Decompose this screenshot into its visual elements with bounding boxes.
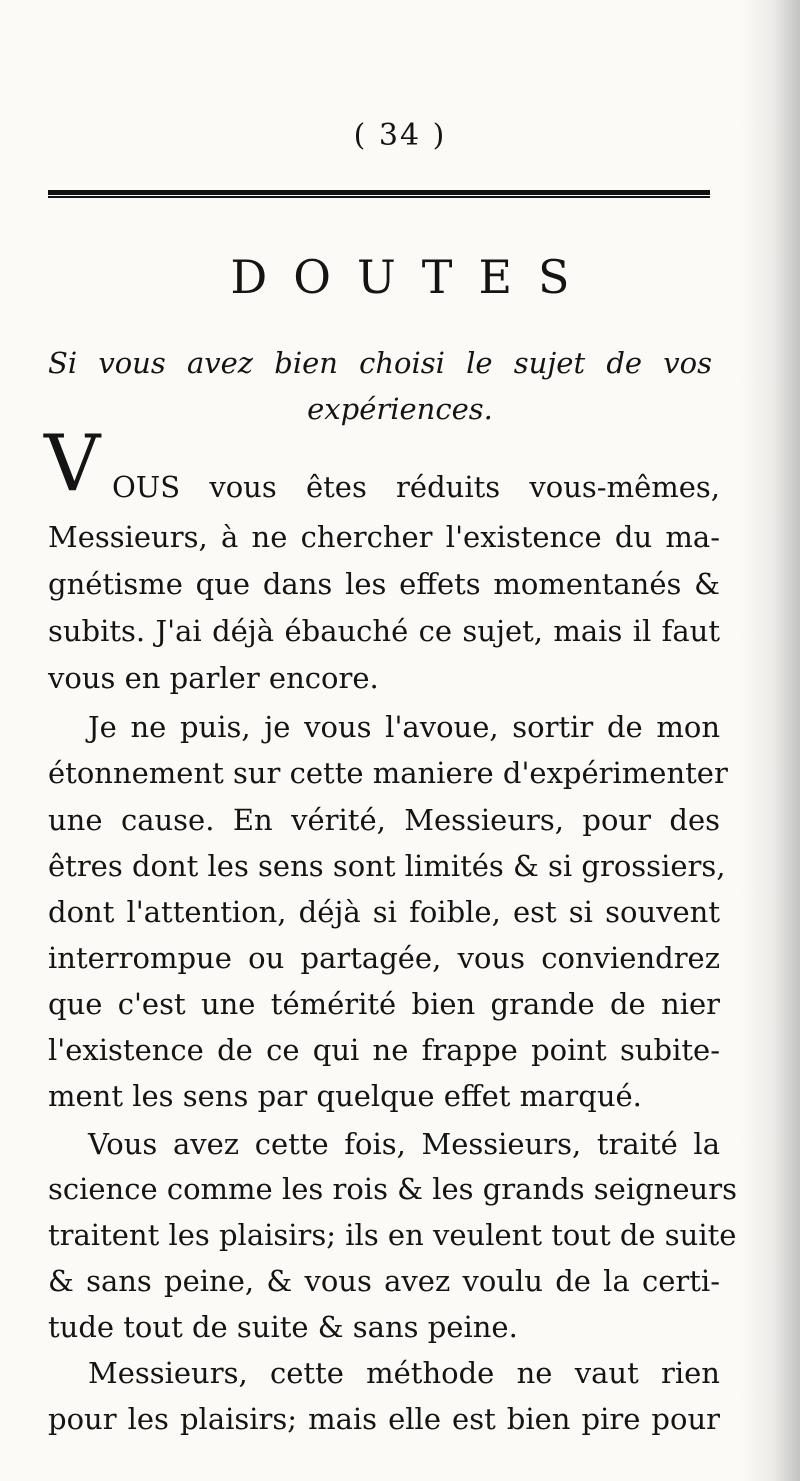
page-edge-shadow	[740, 0, 800, 1481]
subtitle-line-1	[48, 346, 712, 380]
text-line: & sans peine, & vous avez voulu de la certi-	[48, 1264, 720, 1298]
text-line: subits. J'ai déjà ébauché ce sujet, mais il faut	[48, 614, 720, 648]
text-line: OUS vous êtes réduits vous-mêmes,	[112, 470, 720, 504]
text-line: Messieurs, cette méthode ne vaut rien	[88, 1356, 720, 1390]
text-line: traitent les plaisirs; ils en veulent tout de suite	[48, 1218, 737, 1252]
page-number: ( 34 )	[353, 118, 447, 153]
text-line: que c'est une témérité bien grande de nier	[48, 987, 720, 1021]
text-line: Je ne puis, je vous l'avoue, sortir de mon	[88, 710, 720, 744]
text-line: Vous avez cette fois, Messieurs, traité la	[88, 1127, 720, 1161]
text-line: dont l'attention, déjà si foible, est si souvent	[48, 895, 720, 929]
text-line: science comme les rois & les grands seigneurs	[48, 1172, 737, 1206]
text-line: vous en parler encore.	[48, 661, 379, 695]
text-line: êtres dont les sens sont limités & si grossiers,	[48, 849, 726, 883]
subtitle-word: de	[606, 346, 643, 380]
subtitle-word: vos	[663, 346, 712, 380]
text-line: Messieurs, à ne chercher l'existence du ma-	[48, 520, 720, 554]
drop-cap: V	[44, 419, 101, 509]
header-rule	[48, 190, 710, 198]
subtitle-word: sujet	[513, 346, 586, 380]
text-line: interrompue ou partagée, vous conviendrez	[48, 941, 720, 975]
text-line: une cause. En vérité, Messieurs, pour des	[48, 803, 720, 837]
subtitle-word: vous	[98, 346, 166, 380]
text-line: tude tout de suite & sans peine.	[48, 1310, 518, 1344]
chapter-title: DOUTES	[230, 250, 596, 304]
subtitle-word: le	[466, 346, 493, 380]
text-line: l'existence de ce qui ne frappe point subite-	[48, 1033, 720, 1067]
subtitle-word: bien	[274, 346, 338, 380]
text-line: pour les plaisirs; mais elle est bien pire pour	[48, 1402, 720, 1436]
subtitle-word: avez	[186, 346, 254, 380]
text-line: ment les sens par quelque effet marqué.	[48, 1079, 642, 1113]
subtitle-word: Si	[48, 346, 78, 380]
subtitle-word: choisi	[359, 346, 445, 380]
text-line: étonnement sur cette maniere d'expérimenter	[48, 756, 728, 790]
text-line: gnétisme que dans les effets momentanés &	[48, 567, 720, 601]
subtitle-line-2: expériences.	[307, 392, 493, 426]
